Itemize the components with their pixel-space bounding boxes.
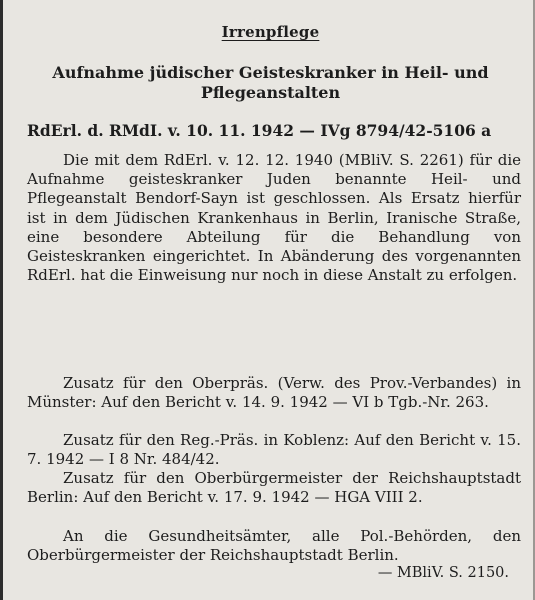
decree-reference: RdErl. d. RMdI. v. 10. 11. 1942 — IVg 8794/42-5106 a (27, 121, 492, 140)
section-header (3, 22, 535, 41)
body-paragraph: Die mit dem RdErl. v. 12. 12. 1940 (MBliV. S. 2261) für die Aufnahme geisteskranker Juden benannte Heil- und Pflegeanstalt Bendorf-Sayn ist geschlossen. Als Ersatz hierfür ist in dem Jüdischen Krankenhaus in Berlin, Iranische Straße, eine besondere Abteilung für die Behandlung von Geisteskranken eingerichtet. In Abänderung des vorgenannten RdErl. hat die Einweisung nur noch in diese Anstalt zu erfolgen. (27, 151, 521, 285)
section-header-text: Irrenpflege (221, 23, 320, 41)
citation: — MBliV. S. 2150. (377, 565, 509, 581)
zusatz-muenster: Zusatz für den Oberpräs. (Verw. des Prov.-Verbandes) in Münster: Auf den Bericht v. 14. 9. 1942 — VI b Tgb.-Nr. 263. (27, 374, 521, 412)
zusatz-koblenz: Zusatz für den Reg.-Präs. in Koblenz: Auf den Bericht v. 15. 7. 1942 — I 8 Nr. 484/42. (27, 431, 521, 469)
document-title: Aufnahme jüdischer Geisteskranker in Heil- und Pflegeanstalten (52, 63, 489, 102)
addressees: An die Gesundheitsämter, alle Pol.-Behörden, den Oberbürgermeister der Reichshauptstadt Berlin. (27, 527, 521, 565)
zusatz-berlin: Zusatz für den Oberbürgermeister der Reichshauptstadt Berlin: Auf den Bericht v. 17. 9. 1942 — HGA VIII 2. (27, 469, 521, 507)
